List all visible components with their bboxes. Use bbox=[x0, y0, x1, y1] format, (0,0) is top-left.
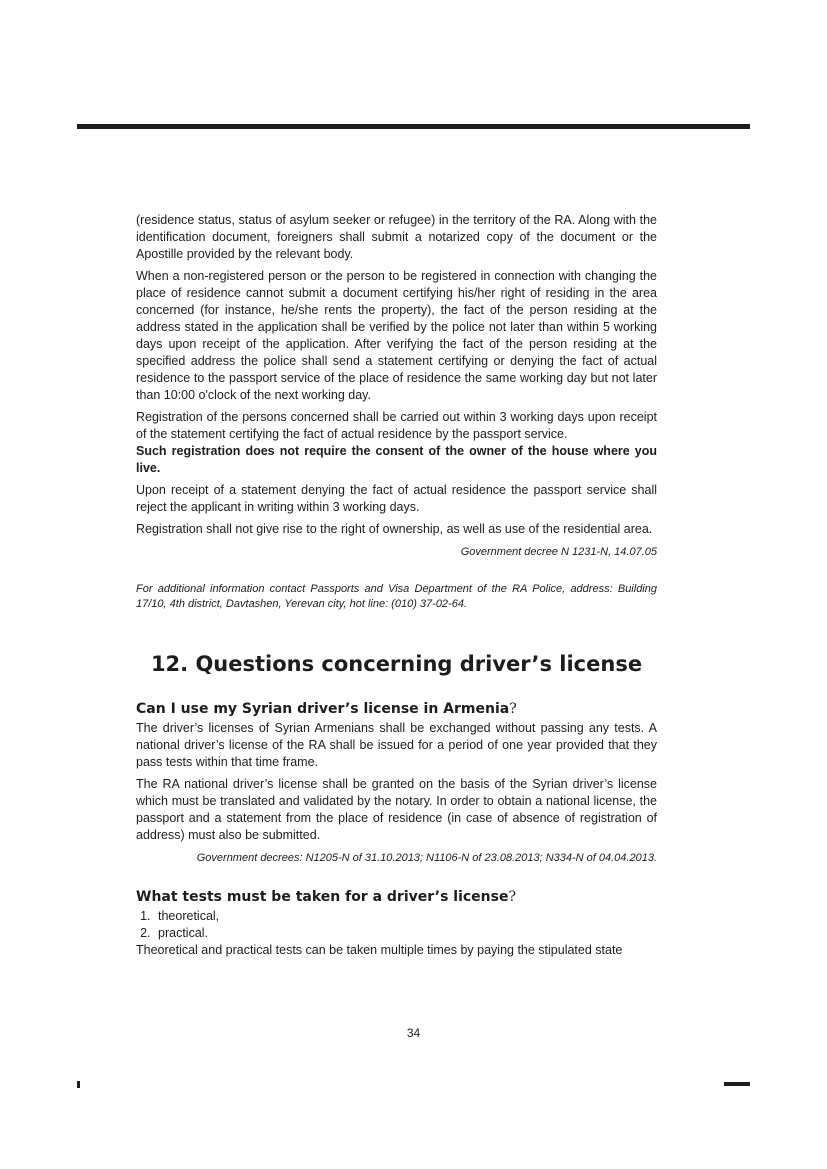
paragraph: Upon receipt of a statement denying the fact of actual residence the passport service shall reject the applicant in writing within 3 working days. bbox=[136, 483, 657, 514]
paragraph: The RA national driver’s license shall be granted on the basis of the Syrian driver’s license which must be translated and validated by the notary. In order to obtain a national license, the passport and a statement from the place of residence (in case of absence of registration of address) must also be submitted. bbox=[136, 777, 657, 842]
paragraph bbox=[136, 409, 657, 443]
question-text: Can I use my Syrian driver’s license in Armenia bbox=[136, 701, 510, 717]
page-body bbox=[136, 212, 657, 964]
bold-statement: Such registration does not require the consent of the owner of the house where you live. bbox=[136, 444, 657, 475]
question-text: What tests must be taken for a driver’s license bbox=[136, 889, 509, 905]
list-item: 1. theoretical, bbox=[154, 908, 657, 925]
page-number: 34 bbox=[406, 1026, 421, 1040]
contact-info: For additional information contact Passports and Visa Department of the RA Police, address: Building 17/10, 4th district, Davtashen, Yerevan city, hot line: (010) 37-02-64. bbox=[136, 583, 657, 610]
paragraph-text: Registration of the persons concerned shall be carried out within 3 working days upon receipt of the statement certifying the fact of actual residence by the passport service. bbox=[136, 410, 657, 441]
source-citation: Government decree N 1231-N, 14.07.05 bbox=[460, 546, 657, 558]
question-mark: ? bbox=[508, 889, 516, 905]
paragraph: When a non-registered person or the person to be registered in connection with changing the place of residence cannot submit a document certifying his/her right of residing in the area concerned (for instance, he/she rents the property), the fact of the person residing at the address stated in the application shall be verified by the police not later than within 5 working days upon receipt of the application. After verifying the fact of the person residing at the specified address the police shall send a statement certifying or denying the fact of actual residence to the passport service of the place of residence the same working day but not later than 10:00 o'clock of the next working day. bbox=[136, 269, 657, 402]
crop-mark-right bbox=[724, 1082, 750, 1086]
question-heading bbox=[136, 700, 657, 719]
section-heading: 12. Questions concerning driver’s license bbox=[150, 652, 643, 676]
paragraph: The driver’s licenses of Syrian Armenians shall be exchanged without passing any tests. A national driver’s license of the RA shall be issued for a period of one year provided that they pass tests within that time frame. bbox=[136, 721, 657, 769]
test-list bbox=[136, 908, 657, 942]
paragraph: (residence status, status of asylum seeker or refugee) in the territory of the RA. Along with the identification document, foreigners shall submit a notarized copy of the document or the Apostille provided by the relevant body. bbox=[136, 213, 657, 261]
header-rule bbox=[77, 124, 750, 129]
question-heading bbox=[136, 888, 657, 907]
paragraph: Theoretical and practical tests can be taken multiple times by paying the stipulated state bbox=[136, 943, 623, 957]
crop-mark-left bbox=[77, 1081, 80, 1088]
list-item: 2. practical. bbox=[154, 925, 657, 942]
question-mark: ? bbox=[509, 701, 517, 717]
paragraph: Registration shall not give rise to the right of ownership, as well as use of the residential area. bbox=[136, 522, 653, 536]
source-citation: Government decrees: N1205-N of 31.10.2013; N1106-N of 23.08.2013; N334-N of 04.04.2013. bbox=[196, 852, 657, 864]
